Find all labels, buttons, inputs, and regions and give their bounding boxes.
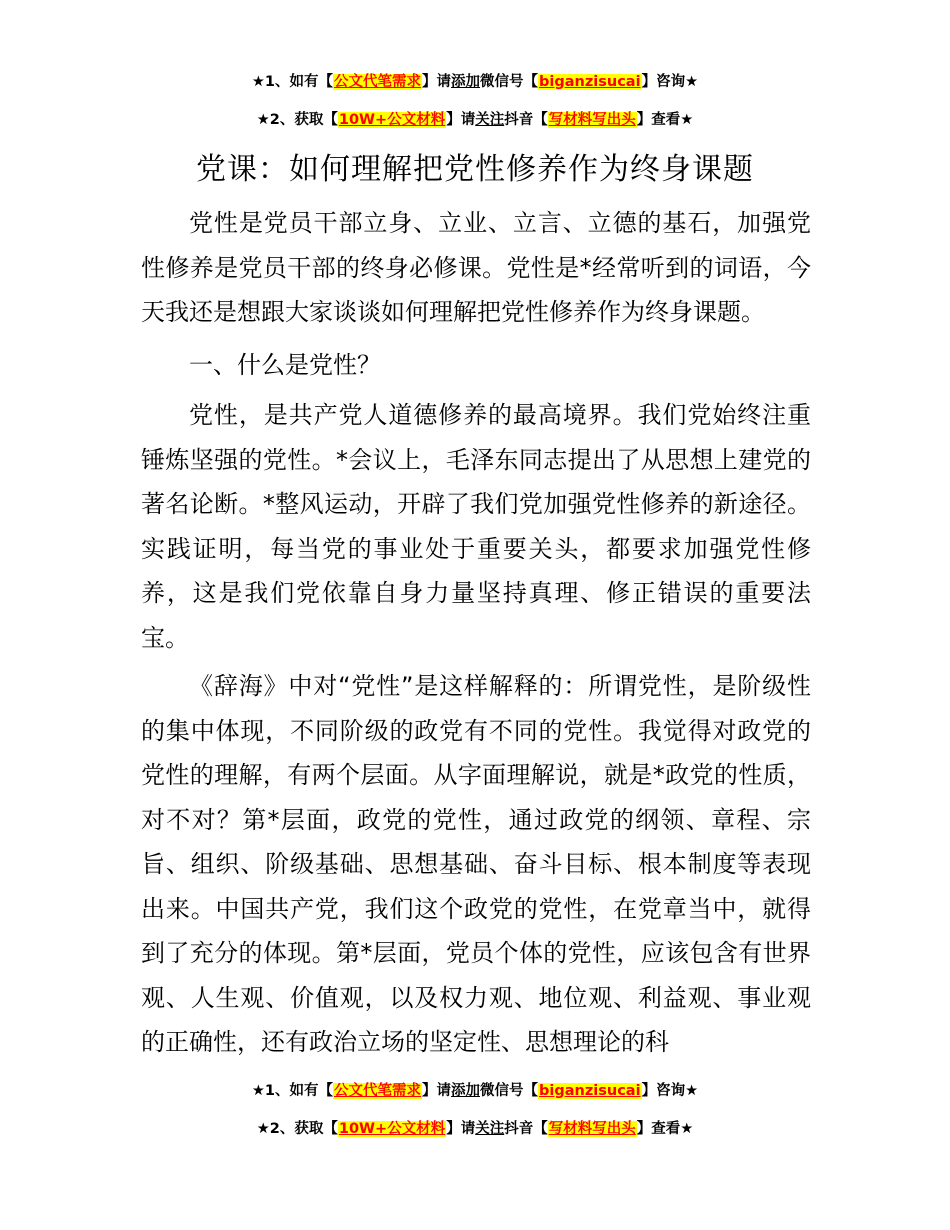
bottom-banner-line-2 (0, 1117, 950, 1138)
banner-underline: 添加 (451, 74, 481, 90)
banner-text: ★1、如有【 (251, 1083, 334, 1099)
banner-underline: 关注 (475, 112, 505, 128)
top-banner-line-1 (0, 70, 950, 91)
banner-highlight: 公文代笔需求 (334, 74, 422, 90)
douyin-id-highlight: 写材料写出头 (548, 1121, 636, 1137)
paragraph-party-nature: 党性，是共产党人道德修养的最高境界。我们党始终注重锤炼坚强的党性。*会议上，毛泽东同志提出了从思想上建党的著名论断。*整风运动，开辟了我们党加强党性修养的新途径。实践证明，每当党的事业处于重要关头，都要求加强党性修养，这是我们党依靠自身力量坚持真理、修正错误的重要法宝。 (141, 401, 811, 652)
banner-text: 】咨询★ (641, 1083, 699, 1099)
banner-text: ★2、获取【 (256, 112, 338, 128)
paragraph-intro: 党性是党员干部立身、立业、立言、立德的基石，加强党性修养是党员干部的终身必修课。党性是*经常听到的词语，今天我还是想跟大家谈谈如何理解把党性修养作为终身课题。 (141, 209, 811, 326)
banner-text: 抖音【 (504, 1121, 548, 1137)
banner-text: 】查看★ (636, 112, 694, 128)
wechat-id-highlight: biganzisucai (539, 1083, 641, 1099)
top-banner-line-2 (0, 108, 950, 129)
banner-text: 微信号【 (480, 74, 539, 90)
banner-text: 抖音【 (504, 112, 548, 128)
paragraph-cihai-definition: 《辞海》中对“党性”是这样解释的：所谓党性，是阶级性的集中体现，不同阶级的政党有不同的党性。我觉得对政党的党性的理解，有两个层面。从字面理解说，就是*政党的性质，对不对？第*层面，政党的党性，通过政党的纲领、章程、宗旨、组织、阶级基础、思想基础、奋斗目标、根本制度等表现出来。中国共产党，我们这个政党的党性，在党章当中，就得到了充分的体现。第*层面，党员个体的党性，应该包含有世界观、人生观、价值观，以及权力观、地位观、利益观、事业观的正确性，还有政治立场的坚定性、思想理论的科 (141, 672, 811, 1056)
banner-text: ★2、获取【 (256, 1121, 338, 1137)
bottom-banner-line-1 (0, 1079, 950, 1100)
banner-text: 】请 (422, 74, 452, 90)
banner-text: 】请 (446, 112, 476, 128)
banner-highlight: 公文代笔需求 (334, 1083, 422, 1099)
banner-highlight: 10W+公文材料 (338, 112, 446, 128)
banner-underline: 添加 (451, 1083, 481, 1099)
banner-text: ★1、如有【 (251, 74, 334, 90)
section-heading-1: 一、什么是党性？ (189, 351, 381, 379)
banner-text: 】请 (422, 1083, 452, 1099)
douyin-id-highlight: 写材料写出头 (548, 112, 636, 128)
banner-text: 】查看★ (636, 1121, 694, 1137)
banner-text: 】咨询★ (641, 74, 699, 90)
banner-underline: 关注 (475, 1121, 505, 1137)
banner-text: 】请 (446, 1121, 476, 1137)
banner-text: 微信号【 (480, 1083, 539, 1099)
banner-highlight: 10W+公文材料 (338, 1121, 446, 1137)
document-title: 党课：如何理解把党性修养作为终身课题 (196, 152, 754, 187)
wechat-id-highlight: biganzisucai (539, 74, 641, 90)
